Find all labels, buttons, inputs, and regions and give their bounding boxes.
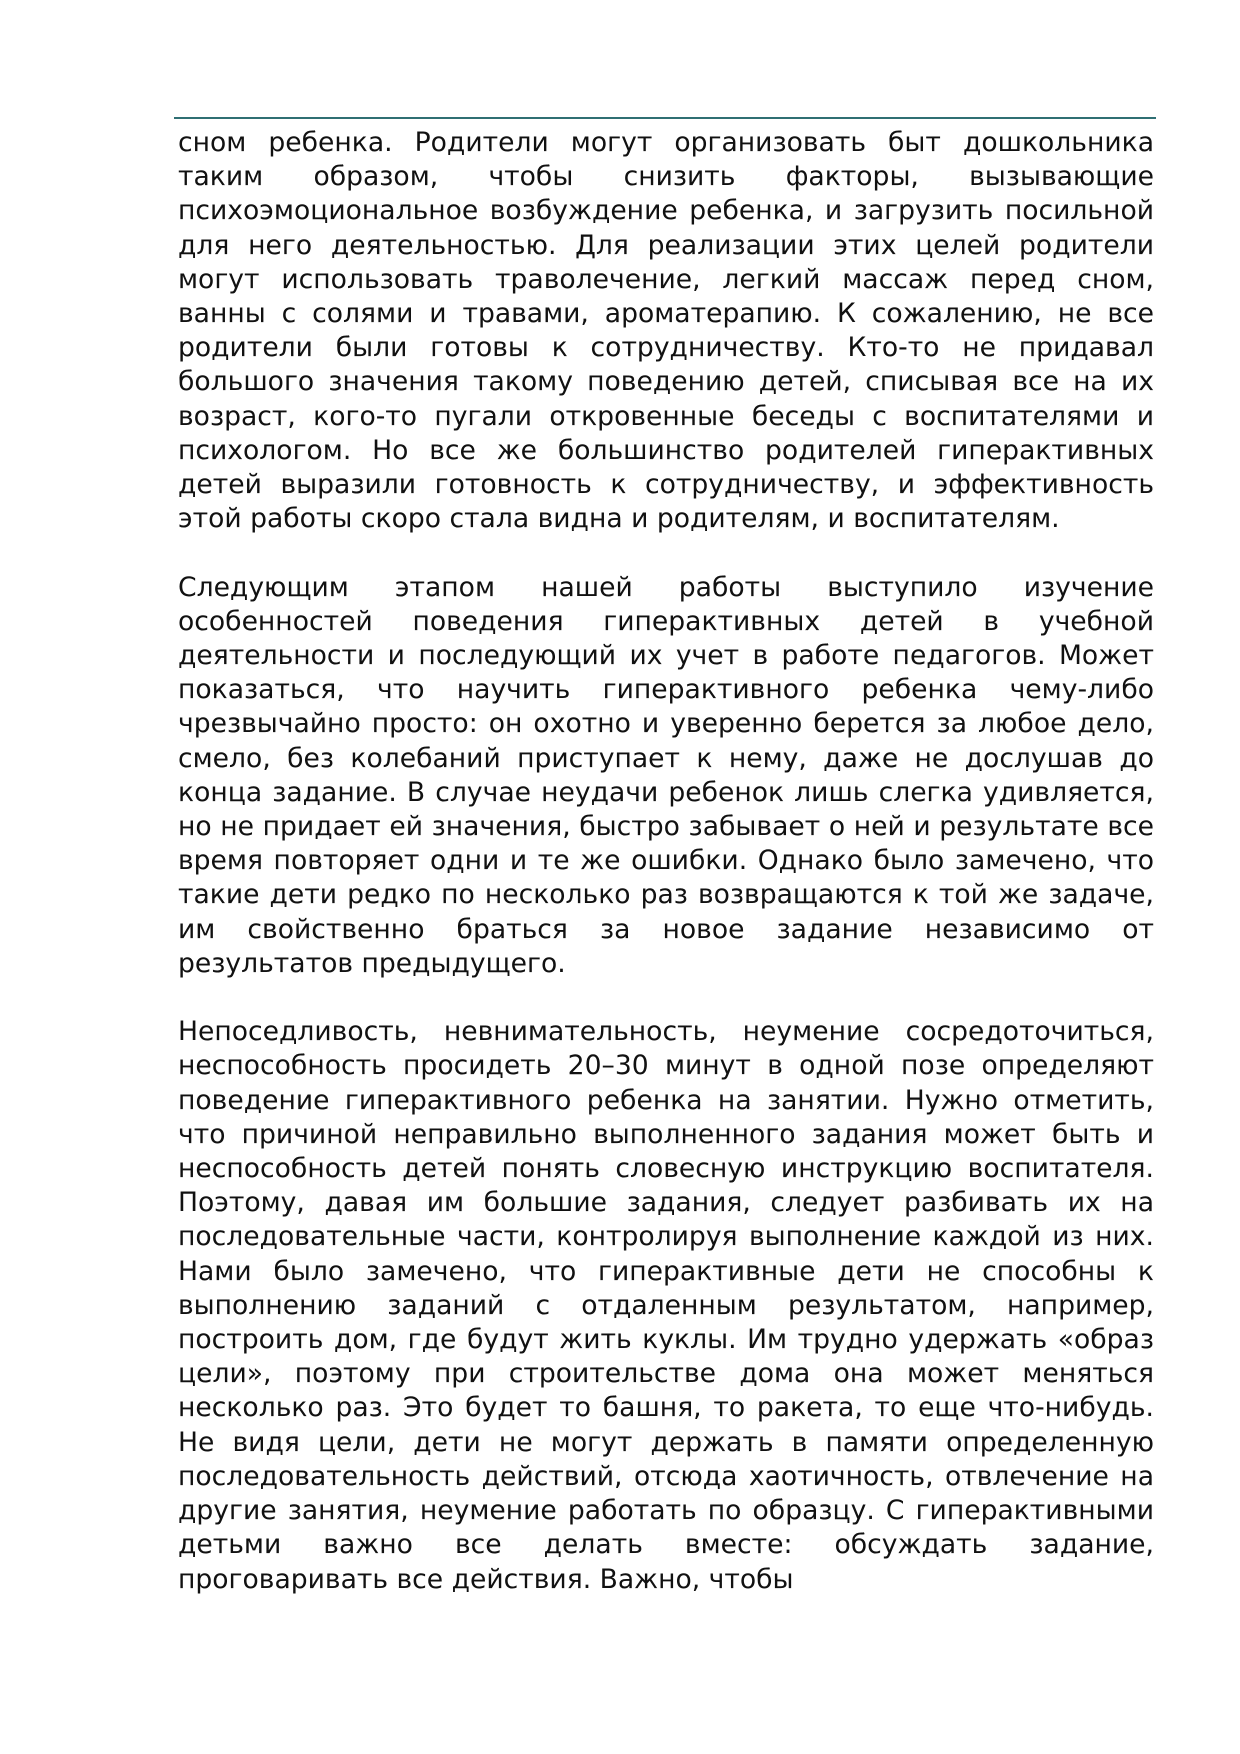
paragraph-3: Непоседливость, невнимательность, неумение сосредоточиться, неспособность просидеть 20–30 минут в одной позе определяют поведение гиперактивного ребенка на занятии. Нужно отметить, что причиной неправильно выполненного задания может быть и неспособность детей понять словесную инструкцию воспитателя. Поэтому, давая им большие задания, следует разбивать их на последовательные части, контролируя выполнение каждой из них. Нами было замечено, что гиперактивные дети не способны к выполнению заданий с отдаленным результатом, например, построить дом, где будут жить куклы. Им трудно удержать «образ цели», поэтому при строительстве дома она может меняться несколько раз. Это будет то башня, то ракета, то еще что-нибудь. Не видя цели, дети не могут держать в памяти определенную последовательность действий, отсюда хаотичность, отвлечение на другие занятия, неумение работать по образцу. С гиперактивными детьми важно все делать вместе: обсуждать задание, проговаривать все действия. Важно, чтобы (178, 1016, 1154, 1595)
paragraph-1: сном ребенка. Родители могут организовать быт дошкольника таким образом, чтобы снизить факторы, вызывающие психоэмоциональное возбуждение ребенка, и загрузить посильной для него деятельностью. Для реализации этих целей родители могут использовать траволечение, легкий массаж перед сном, ванны с солями и травами, ароматерапию. К сожалению, не все родители были готовы к сотрудничеству. Кто-то не придавал большого значения такому поведению детей, списывая все на их возраст, кого-то пугали откровенные беседы с воспитателями и психологом. Но все же большинство родителей гиперактивных детей выразили готовность к сотрудничеству, и эффективность этой работы скоро стала видна и родителям, и воспитателям. (178, 127, 1154, 535)
paragraph-2: Следующим этапом нашей работы выступило изучение особенностей поведения гиперактивных детей в учебной деятельности и последующий их учет в работе педагогов. Может показаться, что научить гиперактивного ребенка чему-либо чрезвычайно просто: он охотно и уверенно берется за любое дело, смело, без колебаний приступает к нему, даже не дослушав до конца задание. В случае неудачи ребенок лишь слегка удивляется, но не придает ей значения, быстро забывает о ней и результате все время повторяет одни и те же ошибки. Однако было замечено, что такие дети редко по несколько раз возвращаются к той же задаче, им свойственно браться за новое задание независимо от результатов предыдущего. (178, 571, 1154, 979)
body-text (178, 126, 1154, 1597)
header-divider-line (174, 117, 1156, 119)
